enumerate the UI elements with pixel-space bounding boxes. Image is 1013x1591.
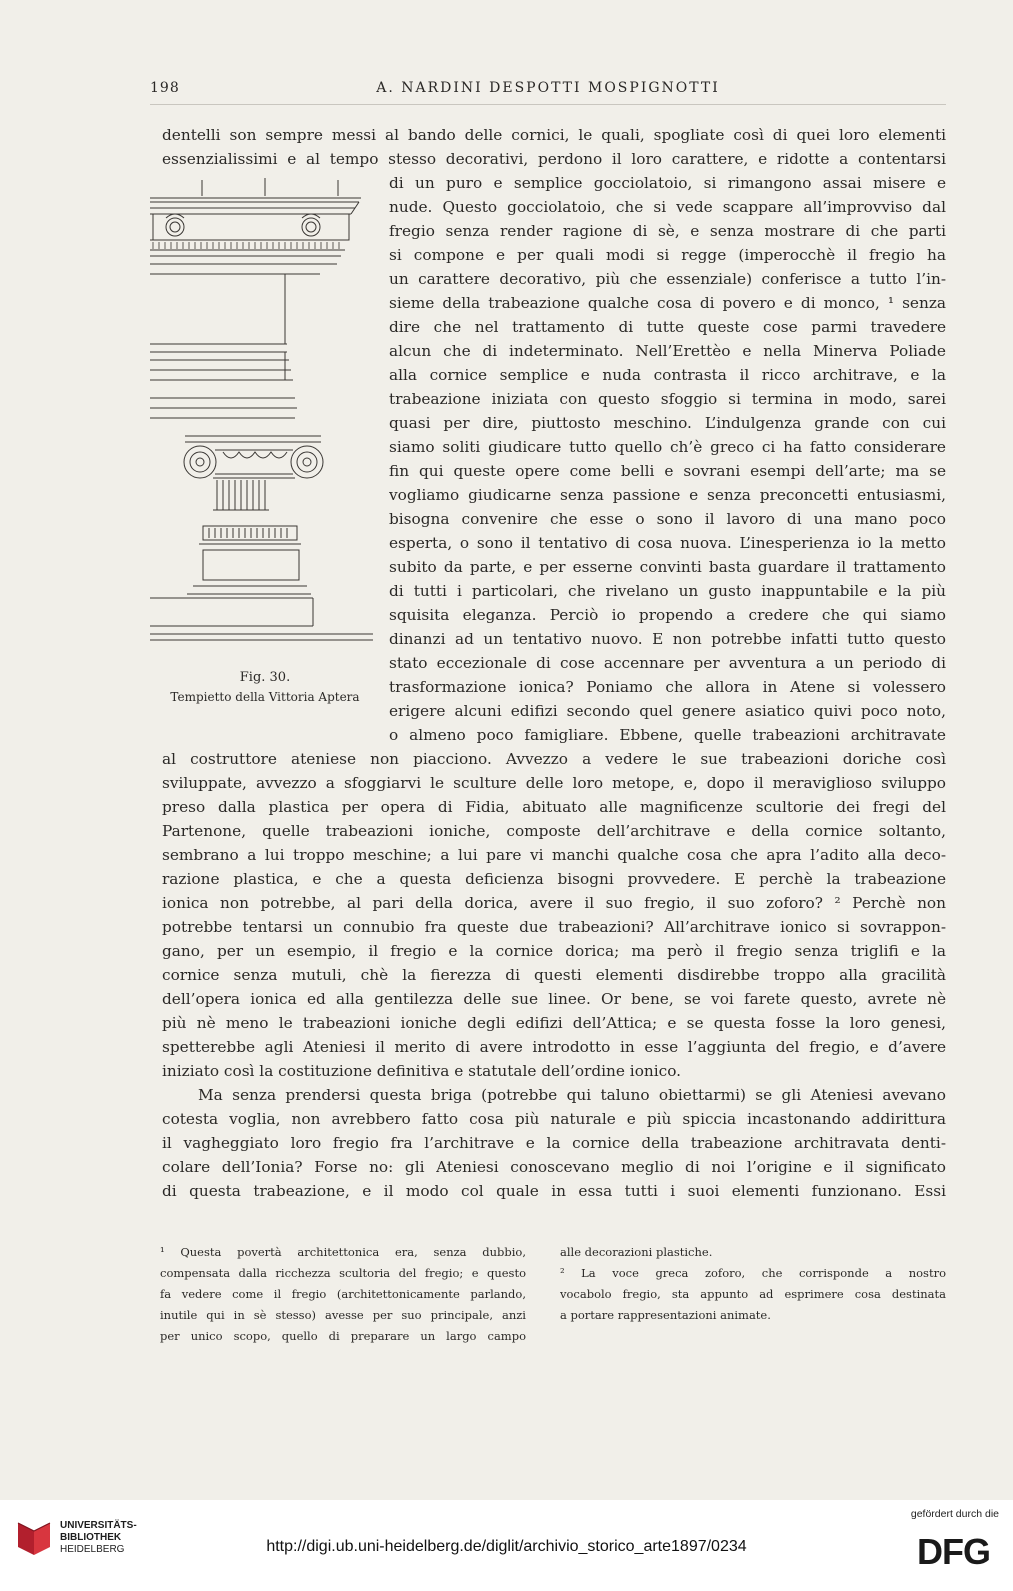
figure-number: Fig. 30. bbox=[239, 670, 291, 685]
text-line: quasi per dire, piuttosto meschino. L’indulgenza grande con cui bbox=[389, 414, 946, 432]
text-line: di tutti i particolari, che rivelano un gusto inappuntabile e la più bbox=[389, 582, 946, 600]
text-line: vogliamo giudicarne senza passione e senza preconcetti entusiasmi, bbox=[389, 486, 946, 504]
text-line: razione plastica, e che a questa deficienza bisogni provvedere. E perchè la trabeazione bbox=[162, 870, 946, 888]
text-line: ionica non potrebbe, al pari della dorica, avere il suo fregio, il suo zoforo? ² Perchè non bbox=[162, 894, 946, 912]
text-line: bisogna convenire che esse o sono il lavoro di una mano poco bbox=[389, 510, 946, 528]
running-title: A. NARDINI DESPOTTI MOSPIGNOTTI bbox=[376, 80, 720, 96]
running-head bbox=[150, 80, 946, 102]
text-line: trabeazione iniziata con questo sfoggio si termina in modo, sarei bbox=[389, 390, 946, 408]
text-line: più nè meno le trabeazioni ioniche degli edifizi dell’Attica; e se questa fosse la loro genesi, bbox=[162, 1014, 946, 1032]
text-line: fregio senza render ragione di sè, e senza mostrare di che parti bbox=[389, 222, 946, 240]
text-line: potrebbe tentarsi un connubio fra queste due trabeazioni? All’architrave ionico si sovrappon- bbox=[162, 918, 946, 936]
text-line: essenzialissimi e al tempo stesso decorativi, perdono il loro carattere, e ridotte a contentarsi bbox=[162, 150, 946, 168]
library-name-line: HEIDELBERG bbox=[60, 1544, 125, 1555]
text-line: sieme della trabeazione qualche cosa di povero e di monco, ¹ senza bbox=[389, 294, 946, 312]
text-line: spetterebbe agli Ateniesi il merito di avere introdotto in esse l’aggiunta del fregio, e d’avere bbox=[162, 1038, 946, 1056]
source-url-link[interactable]: http://digi.ub.uni-heidelberg.de/diglit/archivio_storico_arte1897/0234 bbox=[266, 1538, 747, 1555]
figure-caption: Tempietto della Vittoria Aptera bbox=[170, 690, 360, 704]
footnote-line: inutile qui in sè stesso) avesse per suo principale, anzi bbox=[160, 1308, 526, 1322]
text-line: dire che nel trattamento di tutte queste cose parmi travedere bbox=[389, 318, 946, 336]
text-line: erigere alcuni edifizi secondo quel genere asiatico quivi poco noto, bbox=[389, 702, 946, 720]
text-line: al costruttore ateniese non piacciono. Avvezzo a vedere le sue trabeazioni doriche così bbox=[162, 750, 946, 768]
text-line: preso dalla plastica per opera di Fidia, abituato alle magnificenze scultorie dei fregi del bbox=[162, 798, 946, 816]
text-line: trasformazione ionica? Poniamo che allora in Atene si volessero bbox=[389, 678, 946, 696]
text-line: nude. Questo gocciolatoio, che si vede scappare all’improvviso dal bbox=[389, 198, 946, 216]
text-line: stato eccezionale di cose accennare per avventura a un periodo di bbox=[389, 654, 946, 672]
text-line: il vagheggiato loro fregio fra l’architrave e la cornice della trabeazione architravata denti- bbox=[162, 1134, 946, 1152]
text-line: siamo soliti giudicare tutto quello ch’è greco ci ha fatto considerare bbox=[389, 438, 946, 456]
text-line: subito da parte, e per esserne convinti basta guardare il trattamento bbox=[389, 558, 946, 576]
figure-ionic-order-drawing bbox=[145, 174, 377, 654]
text-line: sembrano a lui troppo meschine; a lui pare vi manchi qualche cosa che apra l’adito alla deco- bbox=[162, 846, 946, 864]
footnote-line: ¹ Questa povertà architettonica era, senza dubbio, bbox=[160, 1245, 526, 1259]
text-line: alla cornice semplice e nuda contrasta il ricco architrave, e la bbox=[389, 366, 946, 384]
text-line: Partenone, quelle trabeazioni ioniche, composte dell’architrave e della cornice soltanto, bbox=[162, 822, 946, 840]
footnote-line: compensata dalla ricchezza scultoria del fregio; e questo bbox=[160, 1266, 526, 1280]
library-name-line: BIBLIOTHEK bbox=[60, 1532, 122, 1543]
text-line: cornice senza mutuli, chè la fierezza di questi elementi disdirebbe troppo alla gracilità bbox=[162, 966, 946, 984]
text-line: si compone e per quali modi si regge (imperocchè il fregio ha bbox=[389, 246, 946, 264]
text-line: o almeno poco famigliare. Ebbene, quelle trabeazioni architravate bbox=[389, 726, 946, 744]
text-line: gano, per un esempio, il fregio e la cornice dorica; ma però il fregio senza triglifi e la bbox=[162, 942, 946, 960]
footnote-line: per unico scopo, quello di preparare un largo campo bbox=[160, 1329, 526, 1343]
text-line: cotesta voglia, non avrebbero fatto cosa più naturale e più spiccia incastonando addirittura bbox=[162, 1110, 946, 1128]
text-line: di questa trabeazione, e il modo col quale in essa tutti i suoi elementi funzionano. Essi bbox=[162, 1182, 946, 1200]
text-line: iniziato così la costituzione definitiva e statutale dell’ordine ionico. bbox=[162, 1062, 682, 1080]
footnote-line: ² La voce greca zoforo, che corrisponde a nostro bbox=[560, 1266, 946, 1280]
footnote-line: a portare rappresentazioni animate. bbox=[560, 1308, 771, 1322]
library-name-line: UNIVERSITÄTS- bbox=[60, 1520, 137, 1531]
text-line: di un puro e semplice gocciolatoio, si rimangono assai misere e bbox=[389, 174, 946, 192]
footnote-line: alle decorazioni plastiche. bbox=[560, 1245, 713, 1259]
text-line: Ma senza prendersi questa briga (potrebbe qui taluno obiettarmi) se gli Ateniesi avevano bbox=[198, 1086, 946, 1104]
text-line: sviluppate, avvezzo a sfoggiarvi le sculture delle loro metope, e, dopo il meraviglioso sviluppo bbox=[162, 774, 946, 792]
funding-note: gefördert durch die bbox=[910, 1508, 999, 1520]
text-line: un carattere decorativo, più che essenziale) conferisce a tutto l’in- bbox=[389, 270, 946, 288]
text-line: dell’opera ionica ed alla gentilezza delle sue linee. Or bene, se voi farete questo, avrete nè bbox=[162, 990, 946, 1008]
text-line: alcun che di indeterminato. Nell’Erettèo e nella Minerva Poliade bbox=[389, 342, 946, 360]
digitization-footer bbox=[0, 1500, 1013, 1591]
text-line: colare dell’Ionia? Forse no: gli Ateniesi conoscevano meglio di noi l’origine e il significato bbox=[162, 1158, 946, 1176]
text-line: squisita eleganza. Perciò io propendo a credere che qui siamo bbox=[389, 606, 946, 624]
page-number: 198 bbox=[150, 80, 180, 96]
text-line: esperta, o sono il tentativo di cosa nuova. L’inesperienza io la metto bbox=[389, 534, 946, 552]
footnote-line: vocabolo fregio, sta appunto ad esprimere cosa destinata bbox=[560, 1287, 946, 1301]
text-line: dinanzi ad un tentativo nuovo. E non potrebbe infatti tutto questo bbox=[389, 630, 946, 648]
text-line: fin qui queste opere come belli e sovrani esempi dell’arte; ma se bbox=[389, 462, 946, 480]
dfg-logo-icon bbox=[917, 1530, 999, 1570]
footnote-line: fa vedere come il fregio (architettonicamente parlando, bbox=[160, 1287, 526, 1301]
dfg-logo-text: DFG bbox=[917, 1531, 990, 1570]
text-line: dentelli son sempre messi al bando delle cornici, le quali, spogliate così di quei loro elementi bbox=[162, 126, 946, 144]
header-rule bbox=[150, 104, 946, 105]
